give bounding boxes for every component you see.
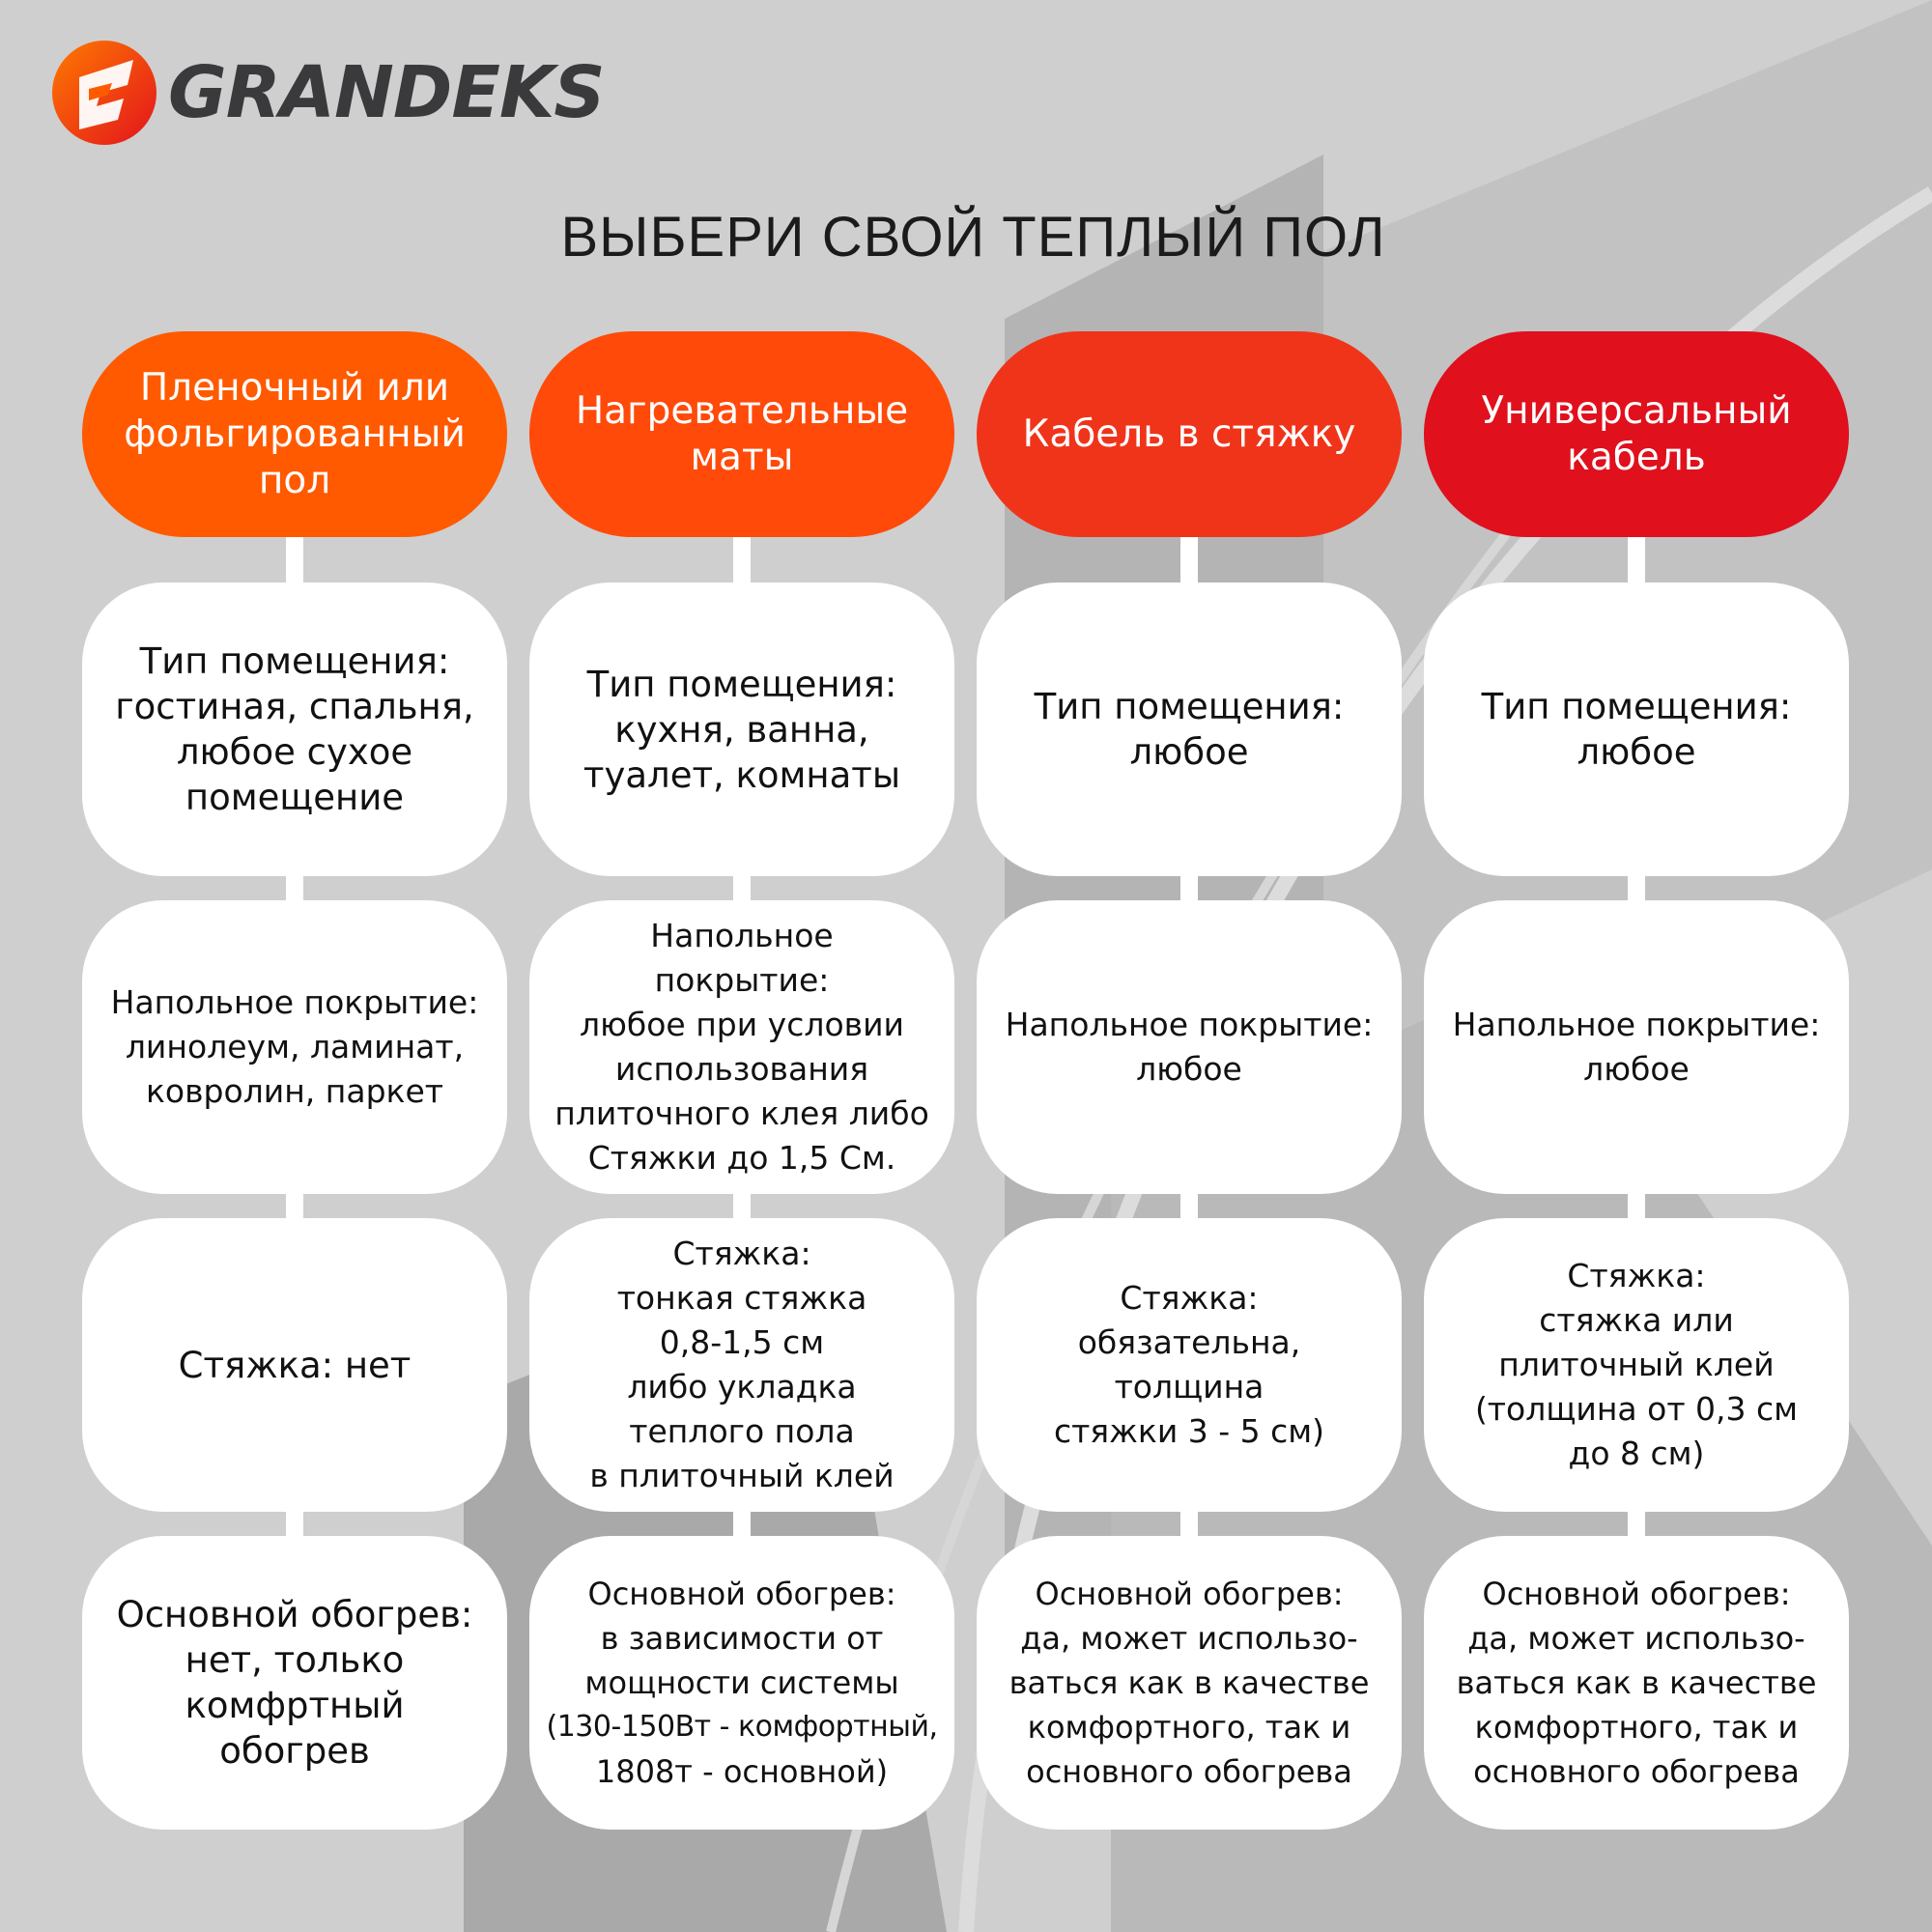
- text-line: любое: [1583, 1050, 1690, 1088]
- text-line: да, может использо-: [1020, 1620, 1358, 1657]
- text-line: Стяжки до 1,5 См.: [587, 1139, 896, 1177]
- text-line: нет, только: [185, 1639, 405, 1681]
- text-line: любое: [1136, 1050, 1242, 1088]
- text-line: Основной обогрев:: [587, 1576, 896, 1612]
- text-line: в зависимости от: [600, 1620, 884, 1657]
- text-line: любое при условии: [580, 1006, 904, 1043]
- column-header: [1424, 331, 1849, 537]
- text-line: любое сухое: [176, 731, 413, 773]
- screed-card: [82, 1218, 507, 1512]
- text-line: Стяжка:: [1120, 1279, 1259, 1317]
- text-line: помещение: [185, 777, 405, 818]
- column-header: [529, 331, 954, 537]
- text-line: Стяжка:: [1567, 1257, 1706, 1294]
- text-line: Тип помещения:: [139, 640, 450, 682]
- header-line: фольгированный: [124, 412, 466, 456]
- text-line: 1808т - основной): [595, 1753, 889, 1790]
- grandeks-logo-icon: [50, 39, 158, 147]
- text-line: мощности системы: [584, 1664, 899, 1701]
- text-line: (толщина от 0,3 см: [1474, 1390, 1799, 1428]
- text-line: Стяжка:: [672, 1235, 811, 1272]
- text-line: стяжка или: [1539, 1301, 1734, 1339]
- column-header: [82, 331, 507, 537]
- text-line: основного обогрева: [1026, 1753, 1352, 1790]
- text-line: комфортного, так и: [1474, 1709, 1799, 1746]
- header-line: маты: [690, 435, 794, 479]
- text-line: любое: [1577, 731, 1696, 773]
- text-line: любое: [1129, 731, 1249, 773]
- text-line: обогрев: [219, 1730, 370, 1772]
- text-line: в плиточный клей: [589, 1457, 895, 1494]
- floor-covering-card: [977, 900, 1402, 1194]
- floor-covering-card: [82, 900, 507, 1194]
- text-line: линолеум, ламинат,: [125, 1028, 465, 1065]
- text-line: Напольное покрытие:: [110, 983, 479, 1021]
- floor-covering-card: [529, 900, 954, 1194]
- text-line: Основной обогрев:: [1482, 1576, 1791, 1612]
- text-line: тонкая стяжка: [616, 1279, 867, 1317]
- brand-name: GRANDEKS: [168, 51, 605, 134]
- floor-covering-card: [1424, 900, 1849, 1194]
- text-line: основного обогрева: [1473, 1753, 1800, 1790]
- text-line: до 8 см): [1568, 1435, 1705, 1472]
- header-line: Кабель в стяжку: [1022, 412, 1356, 456]
- text-line: покрытие:: [654, 961, 830, 999]
- column-header: [977, 331, 1402, 537]
- header-line: Универсальный: [1481, 388, 1792, 433]
- main-heating-card: [977, 1536, 1402, 1830]
- text-line: да, может использо-: [1467, 1620, 1805, 1657]
- screed-card: [529, 1218, 954, 1512]
- text-line: Напольное: [650, 917, 834, 954]
- text-line: Тип помещения:: [586, 663, 897, 705]
- text-line: Тип помещения:: [1034, 686, 1345, 727]
- main-heating-card: [82, 1536, 507, 1830]
- text-line: кухня, ванна,: [614, 708, 869, 751]
- text-line: Тип помещения:: [1481, 686, 1792, 727]
- text-line: Стяжка: нет: [178, 1344, 412, 1386]
- main-heating-card: [529, 1536, 954, 1830]
- text-line: ваться как в качестве: [1456, 1664, 1817, 1701]
- text-line: Основной обогрев:: [1035, 1576, 1344, 1612]
- text-line: Основной обогрев:: [116, 1594, 473, 1635]
- header-line: кабель: [1567, 435, 1706, 479]
- header-line: Пленочный или: [139, 365, 450, 410]
- room-type-card: [1424, 582, 1849, 876]
- text-line: 0,8-1,5 см: [659, 1323, 825, 1361]
- main-heating-card: [1424, 1536, 1849, 1830]
- text-line: туалет, комнаты: [582, 753, 901, 796]
- text-line: комфортного, так и: [1027, 1709, 1351, 1746]
- room-type-card: [977, 582, 1402, 876]
- text-line: ковролин, паркет: [145, 1072, 443, 1110]
- room-type-card: [82, 582, 507, 876]
- text-line: комфртный: [185, 1685, 405, 1726]
- room-type-card: [529, 582, 954, 876]
- text-line: плиточный клей: [1498, 1346, 1775, 1383]
- text-line: плиточного клея либо: [554, 1094, 929, 1132]
- text-line: гостиная, спальня,: [115, 686, 474, 727]
- header-line: Нагревательные: [575, 388, 909, 433]
- text-line: стяжки 3 - 5 см): [1053, 1412, 1325, 1450]
- text-line: ваться как в качестве: [1009, 1664, 1370, 1701]
- text-line: использования: [614, 1050, 869, 1088]
- header-line: пол: [258, 458, 331, 502]
- text-line: толщина: [1114, 1368, 1264, 1406]
- screed-card: [977, 1218, 1402, 1512]
- screed-card: [1424, 1218, 1849, 1512]
- text-line: Напольное покрытие:: [1452, 1006, 1821, 1043]
- text-line: теплого пола: [629, 1412, 855, 1450]
- page-title: ВЫБЕРИ СВОЙ ТЕПЛЫЙ ПОЛ: [560, 206, 1386, 269]
- text-line: (130-150Вт - комфортный,: [546, 1710, 938, 1744]
- brand-logo: [50, 39, 605, 147]
- text-line: обязательна,: [1077, 1323, 1301, 1361]
- text-line: Напольное покрытие:: [1005, 1006, 1374, 1043]
- text-line: либо укладка: [627, 1368, 857, 1406]
